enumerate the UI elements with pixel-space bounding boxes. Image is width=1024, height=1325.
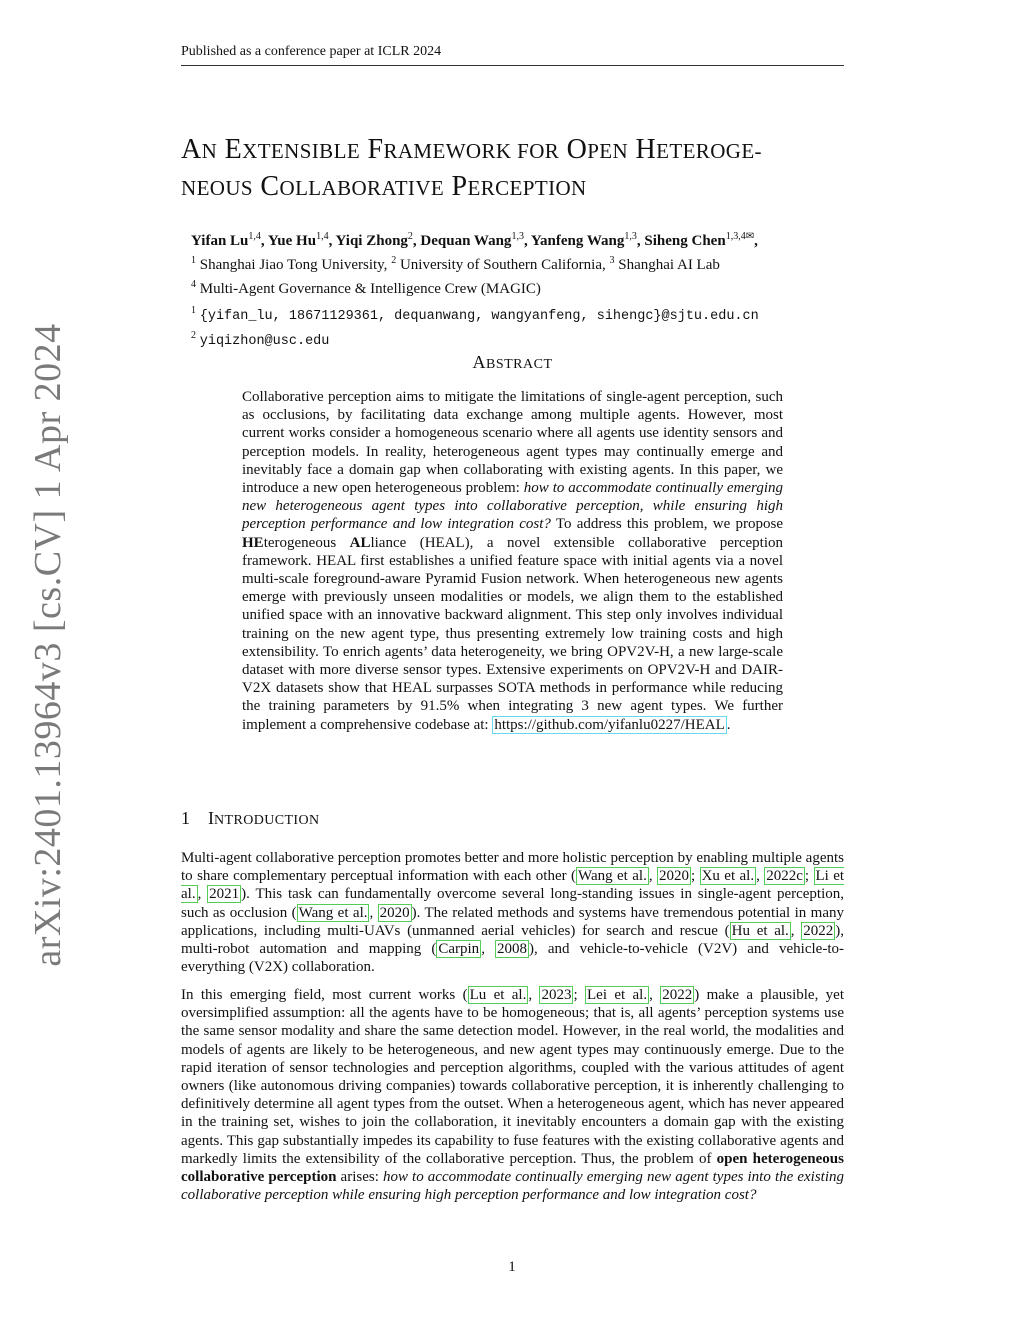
arxiv-sidebar xyxy=(18,323,78,967)
affiliation-line-2: $^4$ Multi-Agent Governance & Intelligence Crew (MAGIC) xyxy=(191,279,541,297)
email-usc[interactable]: yiqizhon@usc.edu xyxy=(199,334,330,349)
author-block xyxy=(191,227,851,351)
citation-link[interactable]: 2022 xyxy=(662,987,693,1003)
citation-link[interactable]: Lu et al. xyxy=(469,987,527,1003)
running-header: Published as a conference paper at ICLR 2024 xyxy=(181,44,442,59)
page-number: 1 xyxy=(508,1259,516,1275)
citation-link[interactable]: Lei et al. xyxy=(587,987,648,1003)
citation-link[interactable]: Xu et al. xyxy=(701,868,755,885)
arxiv-id[interactable]: arXiv:2401.13964v3 [cs.CV] 1 Apr 2024 xyxy=(27,323,69,967)
citation-link[interactable]: 2008 xyxy=(497,941,528,958)
citation-link[interactable]: Wang et al. xyxy=(298,904,368,921)
citation-link[interactable]: 2022 xyxy=(803,922,834,939)
citation-link[interactable]: Hu et al. xyxy=(731,922,789,939)
github-link[interactable]: https://github.com/yifanlu0227/HEAL xyxy=(494,716,725,733)
author-names: Yifan Lu$^{1,4}$, Yue Hu$^{1,4}$, Yiqi Zhong$^2$, Dequan Wang$^{1,3}$, Yanfeng Wang$^{1,3}$, Siheng Chen$^{1,3,4✉}$, xyxy=(191,231,758,249)
email-line-1: $^1$ {yifan_lu, 18671129361, dequanwang, wangyanfeng, sihengc}@sjtu.edu.cn xyxy=(191,305,759,324)
citation-link[interactable]: 2020 xyxy=(658,868,689,885)
citation-link[interactable]: 2020 xyxy=(379,904,410,921)
paper-title: AN EXTENSIBLE FRAMEWORK FOR OPEN HETEROGE- NEOUS COLLABORATIVE PERCEPTION xyxy=(181,134,762,202)
intro-paragraph-2: In this emerging field, most current works ( Lu et al. , 2023 ; Lei et al. , 2022 ) make a plausible, yet oversimplified assumption: all the agents have to be homogeneous; that is, all agents’ perception systems use the same sensor modality and share the same detection model. However, in the real world, the modalities and models of agents are likely to be heterogeneous, and new agent types may continuously emerge. Due to the rapid iteration of sensor technologies and perception algorithms, coupled with the various attitudes of agent owners (like autonomous driving companies) towards collaborative perception, it is inherently challenging to definitively determine all agent types from the outset. When a heterogeneous agent, which has never appeared in the training set, wishes to join the collaboration, it inevitably encounters a domain gap with the existing agents. This gap substantially impedes its capability to fuse features with the existing collaborative agents and markedly limits the extensibility of the collaborative perception. Thus, the problem of open heterogeneous collaborative perception arises: how to accommodate continually emerging new agent types into the existing collaborative perception while ensuring high perception performance and low integration cost? xyxy=(181,987,845,1204)
abstract-body: Collaborative perception aims to mitigate the limitations of single-agent perception, such as occlusions, by facilitating data exchange among multiple agents. However, most current works consider a homogeneous scenario where all agents use identity sensors and perception models. In reality, heterogeneous agent types may continually emerge and inevitably face a domain gap when collaborating with existing agents. In this paper, we introduce a new open heterogeneous problem: how to accommodate continually emerging new heterogeneous agent types into collaborative perception, while ensuring high perception performance and low integration cost? To address this problem, we propose HEterogeneous ALliance (HEAL), a novel extensible collaborative perception framework. HEAL first establishes a unified feature space with initial agents via a novel multi-scale foreground-aware Pyramid Fusion network. When heterogeneous new agents emerge with previously unseen modalities or models, we align them to the established unified space with an innovative backward alignment. This step only involves individual training on the new agent type, thus presenting extremely low training costs and high extensibility. To enrich agents’ data heterogeneity, we bring OPV2V-H, a new large-scale dataset with more diverse sensor types. Extensive experiments on OPV2V-H and DAIR-V2X datasets show that HEAL surpasses SOTA methods in performance while reducing the training parameters by 91.5% when integrating 3 new agent types. We further implement a comprehensive codebase at: https://github.com/yifanlu0227/HEAL . xyxy=(242,389,784,733)
citation-link[interactable]: Li et al. xyxy=(181,868,845,903)
citation-link[interactable]: 2023 xyxy=(541,987,572,1003)
affiliation-line-1: $^1$ Shanghai Jiao Tong University, $^2$ University of Southern California, $^3$ Shanghai AI Lab xyxy=(191,255,720,273)
email-line-2: $^2$ yiqizhon@usc.edu xyxy=(191,330,330,349)
citation-link[interactable]: 2021 xyxy=(209,886,240,903)
abstract-heading: ABSTRACT xyxy=(472,352,553,372)
section-heading-introduction: 1 INTRODUCTION xyxy=(181,808,320,828)
header-rule xyxy=(181,65,844,66)
intro-paragraph-1: Multi-agent collaborative perception promotes better and more holistic perception by enabling multiple agents to share complementary perceptual information with each other ( Wang et al. , 2020 ; Xu et al. , 2022c ; Li et al. , 2021 ). This task can fundamentally overcome several long-standing issues in single-agent perception, such as occlusion ( Wang et al. , 2020 ). The related methods and systems have tremendous potential in many applications, including multi-UAVs (unmanned aerial vehicles) for search and rescue ( Hu et al. , 2022 ), multi-robot automation and mapping ( Carpin , 2008 ), and vehicle-to-vehicle (V2V) and vehicle-to-everything (V2X) collaboration. xyxy=(181,850,845,976)
email-sjtu[interactable]: {yifan_lu, 18671129361, dequanwang, wangyanfeng, sihengc}@sjtu.edu.cn xyxy=(199,309,759,324)
citation-link[interactable]: Carpin xyxy=(438,941,480,958)
citation-link[interactable]: Wang et al. xyxy=(578,868,647,885)
citation-link[interactable]: 2022c xyxy=(766,868,803,885)
